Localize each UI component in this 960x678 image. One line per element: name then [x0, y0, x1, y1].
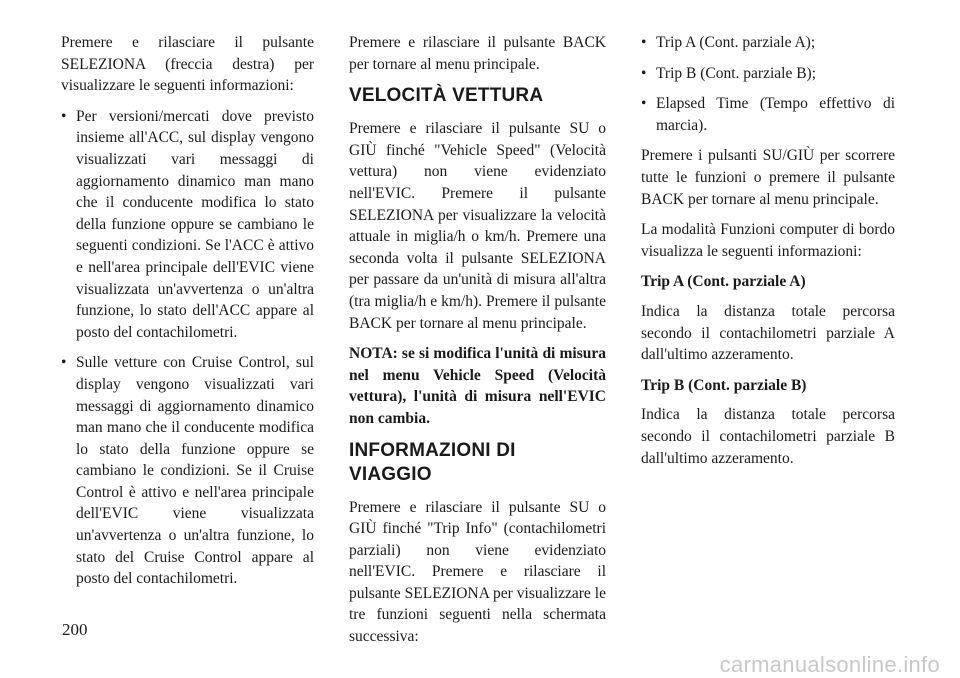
column-right	[641, 32, 895, 478]
trip-b-paragraph: Indica la distanza totale percorsa secondo il contachilometri parziale B dall'ultimo azzeramento.	[641, 406, 895, 467]
page-number: 200	[62, 620, 88, 639]
section-heading-trip-info	[349, 439, 606, 487]
trip-a-paragraph: Indica la distanza totale percorsa secondo il contachilometri parziale A dall'ultimo azzeramento.	[641, 302, 895, 364]
list-item: • Per versioni/mercati dove previsto insieme all'ACC, sul display vengono visualizzati vari messaggi di aggiornamento dinamico man mano che il conducente modifica lo stato della funzione oppure se cambiano le seguenti condizioni. Se l'ACC è attivo e nell'area principale dell'EVIC viene visualizzata un'avvertenza o un'altra funzione, lo stato dell'ACC appare al posto del contachilometri.	[61, 106, 314, 344]
column-middle	[349, 32, 606, 657]
back-paragraph: Premere e rilasciare il pulsante BACK per tornare al menu principale.	[349, 34, 606, 73]
note-paragraph: NOTA: se si modifica l'unità di misura nel menu Vehicle Speed (Velocità vettura), l'unità di misura nell'EVIC non cambia.	[349, 345, 606, 427]
column-left	[61, 32, 314, 599]
heading-line: INFORMAZIONI DI	[349, 439, 516, 461]
vehicle-speed-paragraph: Premere e rilasciare il pulsante SU o GIÙ finché "Vehicle Speed" (Velocità vettura) non viene evidenziato nell'EVIC. Premere il pulsante SELEZIONA per visualizzare la velocità attuale in miglia/h o km/h. Premere una seconda volta il pulsante SELEZIONA per passare da un'unità di misura all'altra (tra miglia/h e km/h). Premere il pulsante BACK per tornare al menu principale.	[349, 120, 606, 332]
list-item: • Trip A (Cont. parziale A);	[641, 32, 895, 54]
scroll-paragraph: Premere i pulsanti SU/GIÙ per scorrere tutte le funzioni o premere il pulsante BACK per tornare al menu principale.	[641, 147, 895, 208]
trip-info-paragraph: Premere e rilasciare il pulsante SU o GIÙ finché "Trip Info" (contachilometri parziali) non viene evidenziato nell'EVIC. Premere e rilasciare il pulsante SELEZIONA per visualizzare le tre funzioni seguenti nella schermata successiva:	[349, 498, 606, 646]
list-item: • Trip B (Cont. parziale B);	[641, 63, 895, 85]
watermark: carmanualsonline.info	[719, 652, 940, 677]
section-heading-vehicle-speed: VELOCITÀ VETTURA	[349, 85, 544, 107]
heading-line: VIAGGIO	[349, 463, 432, 485]
info-bullet-list	[61, 106, 314, 590]
list-item: • Sulle vetture con Cruise Control, sul display vengono visualizzati vari messaggi di aggiornamento dinamico man mano che il conducente modifica lo stato della funzione oppure se cambiano le condizioni. Se il Cruise Control è attivo e nell'area principale dell'EVIC viene visualizzata un'avvertenza o un'altra funzione, lo stato del Cruise Control appare al posto del contachilometri.	[61, 352, 314, 590]
trip-a-title: Trip A (Cont. parziale A)	[641, 273, 806, 291]
intro-paragraph: Premere e rilasciare il pulsante SELEZIONA (freccia destra) per visualizzare le seguenti informazioni:	[61, 34, 314, 95]
trip-bullet-list	[641, 32, 895, 136]
list-item: • Elapsed Time (Tempo effettivo di marcia).	[641, 93, 895, 136]
computer-functions-paragraph: La modalità Funzioni computer di bordo visualizza le seguenti informazioni:	[641, 221, 895, 260]
trip-b-title: Trip B (Cont. parziale B)	[641, 376, 807, 394]
